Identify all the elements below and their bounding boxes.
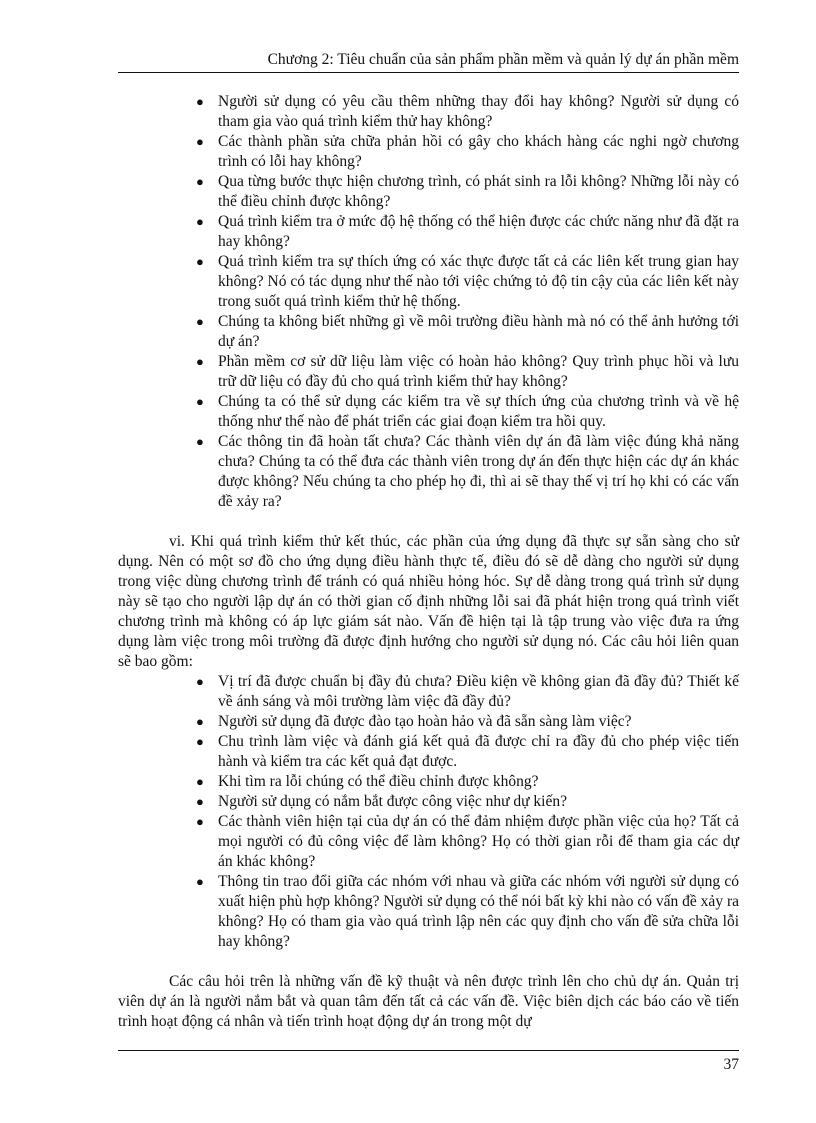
list-item-text: Chu trình làm việc và đánh giá kết quả đã được chỉ ra đầy đủ cho phép việc tiến hành và kiểm tra các kết quả đạt được. xyxy=(218,733,739,770)
bullet-icon: ● xyxy=(196,434,204,449)
list-item-text: Chúng ta không biết những gì về môi trường điều hành mà nó có thể ảnh hưởng tới dự án? xyxy=(218,313,739,350)
bullet-icon: ● xyxy=(196,734,204,749)
bullet-icon: ● xyxy=(196,174,204,189)
bullet-icon: ● xyxy=(196,674,204,689)
spacer xyxy=(118,952,739,972)
bullet-icon: ● xyxy=(196,214,204,229)
list-item-text: Quá trình kiểm tra ở mức độ hệ thống có thể hiện được các chức năng như đã đặt ra hay không? xyxy=(218,213,739,250)
list-item xyxy=(118,132,739,172)
paragraph-final: Các câu hỏi trên là những vấn đề kỹ thuật và nên được trình lên cho chủ dự án. Quản trị viên dự án là người nắm bắt và quan tâm đến tất cả các vấn đề. Việc biên dịch các báo cáo về tiến trình hoạt động cá nhân và tiến trình hoạt động dự án trong một dự xyxy=(118,973,739,1030)
bullet-icon: ● xyxy=(196,814,204,829)
running-header: Chương 2: Tiêu chuẩn của sản phẩm phần mềm và quản lý dự án phần mềm xyxy=(267,51,739,68)
list-item xyxy=(118,312,739,352)
list-item-text: Vị trí đã được chuẩn bị đầy đủ chưa? Điều kiện về không gian đã đầy đủ? Thiết kế về ánh sáng và môi trường làm việc đã đầy đủ? xyxy=(218,673,739,710)
list-item-text: Người sử dụng đã được đào tạo hoàn hảo và đã sẵn sàng làm việc? xyxy=(218,713,632,730)
bullet-icon: ● xyxy=(196,94,204,109)
question-list-2 xyxy=(118,672,739,952)
question-list-1 xyxy=(118,92,739,512)
footer-rule xyxy=(118,1050,739,1051)
bullet-icon: ● xyxy=(196,394,204,409)
bullet-icon: ● xyxy=(196,714,204,729)
page-body xyxy=(118,92,739,1032)
list-item-text: Người sử dụng có yêu cầu thêm những thay đổi hay không? Người sử dụng có tham gia vào quá trình kiểm thử hay không? xyxy=(218,93,739,130)
list-item-text: Các thông tin đã hoàn tất chưa? Các thành viên dự án đã làm việc đúng khả năng chưa? Chúng ta có thể đưa các thành viên trong dự án đến thực hiện các dự án khác được không? Nếu chúng ta cho phép họ đi, thì ai sẽ thay thế vị trí họ khi có các vấn đề xảy ra? xyxy=(218,433,739,510)
list-item-text: Các thành viên hiện tại của dự án có thể đảm nhiệm được phần việc của họ? Tất cả mọi người có đủ công việc để làm không? Họ có thời gian rỗi để tham gia các dự án khác không? xyxy=(218,813,739,870)
header-rule xyxy=(118,72,739,73)
list-item xyxy=(118,872,739,952)
bullet-icon: ● xyxy=(196,254,204,269)
list-item xyxy=(118,672,739,712)
list-item-text: Chúng ta có thể sử dụng các kiểm tra về sự thích ứng của chương trình và về hệ thống như thế nào để phát triển các giai đoạn kiểm tra hồi quy. xyxy=(218,393,739,430)
list-item xyxy=(118,712,739,732)
list-item-text: Phần mềm cơ sử dữ liệu làm việc có hoàn hảo không? Quy trình phục hồi và lưu trữ dữ liệu có đầy đủ cho quá trình kiểm thử hay không? xyxy=(218,353,739,390)
list-item xyxy=(118,432,739,512)
list-item xyxy=(118,92,739,132)
list-item-text: Quá trình kiểm tra sự thích ứng có xác thực được tất cả các liên kết trung gian hay không? Nó có tác dụng như thế nào tới việc chứng tỏ độ tin cậy của các liên kết này trong suốt quá trình kiểm thử hệ thống. xyxy=(218,253,739,310)
list-item xyxy=(118,732,739,772)
bullet-icon: ● xyxy=(196,794,204,809)
spacer xyxy=(118,512,739,532)
list-item xyxy=(118,352,739,392)
list-item xyxy=(118,392,739,432)
list-item xyxy=(118,212,739,252)
bullet-icon: ● xyxy=(196,354,204,369)
paragraph-vi: vi. Khi quá trình kiểm thử kết thúc, các phần của ứng dụng đã thực sự sẵn sàng cho sử dụng. Nên có một sơ đồ cho ứng dụng điều hành thực tế, điều đó sẽ dễ dàng cho người sử dụng trong việc dùng chương trình để tránh có quá nhiều hỏng hóc. Sự dễ dàng trong quá trình sử dụng này sẽ tạo cho người lập dự án có thời gian cố định những lỗi sai đã phát hiện trong quá trình viết chương trình mà không có áp lực giám sát nào. Vấn đề hiện tại là tập trung vào việc đưa ra ứng dụng làm việc trong môi trường đã được định hướng cho người sử dụng nó. Các câu hỏi liên quan sẽ bao gồm: xyxy=(118,533,739,670)
bullet-icon: ● xyxy=(196,134,204,149)
list-item-text: Người sử dụng có nắm bắt được công việc như dự kiến? xyxy=(218,793,567,810)
list-item xyxy=(118,172,739,212)
bullet-icon: ● xyxy=(196,314,204,329)
page-number: 37 xyxy=(723,1056,739,1073)
list-item-text: Các thành phần sửa chữa phản hồi có gây cho khách hàng các nghi ngờ chương trình có lỗi hay không? xyxy=(218,133,739,170)
list-item xyxy=(118,792,739,812)
bullet-icon: ● xyxy=(196,874,204,889)
list-item-text: Thông tin trao đổi giữa các nhóm với nhau và giữa các nhóm với người sử dụng có xuất hiện phù hợp không? Người sử dụng có thể nói bất kỳ khi nào có vấn đề xảy ra không? Họ có tham gia vào quá trình lập nên các quy định cho vấn đề sửa chữa lỗi hay không? xyxy=(218,873,739,950)
list-item-text: Qua từng bước thực hiện chương trình, có phát sinh ra lỗi không? Những lỗi này có thể điều chỉnh được không? xyxy=(218,173,739,210)
list-item xyxy=(118,772,739,792)
list-item-text: Khi tìm ra lỗi chúng có thể điều chỉnh được không? xyxy=(218,773,539,790)
list-item xyxy=(118,812,739,872)
bullet-icon: ● xyxy=(196,774,204,789)
list-item xyxy=(118,252,739,312)
